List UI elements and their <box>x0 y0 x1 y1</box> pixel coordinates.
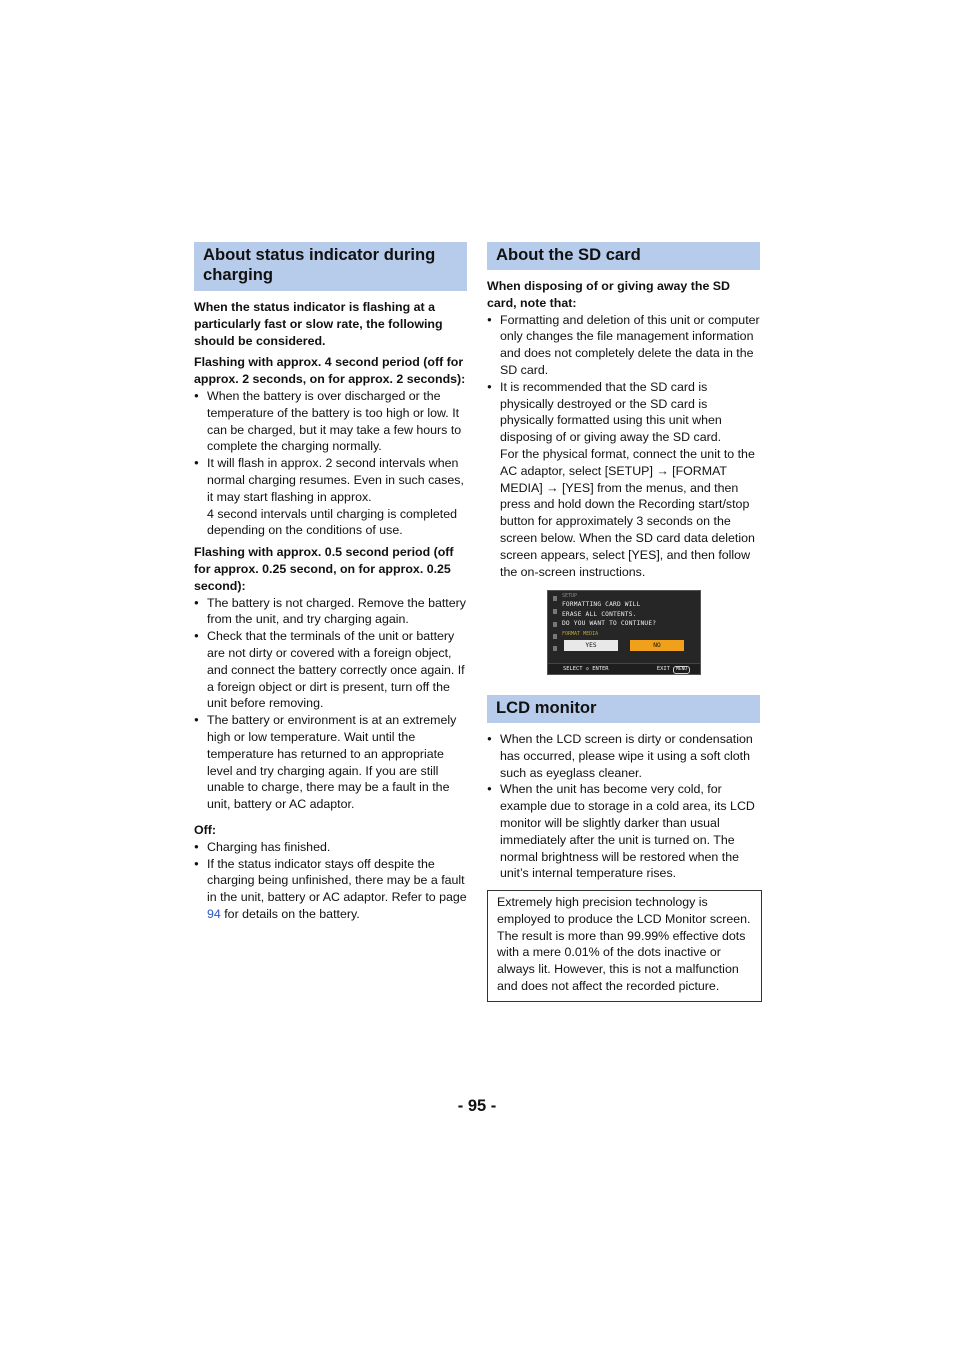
dialog-message: FORMATTING CARD WILL ERASE ALL CONTENTS. DO YOU WANT TO CONTINUE? <box>562 601 657 627</box>
sd-intro: When disposing of or giving away the SD card, note that: <box>487 279 731 310</box>
list-item: ● Charging has finished. <box>194 839 467 856</box>
list-item: ● The battery or environment is at an extremely high or low temperature. Wait until the temperature has returned to an appropriate level and try charging again. If you are still unable to charge, there may be a fault in the unit, battery or AC adaptor. <box>194 712 467 813</box>
intro-text: When the status indicator is flashing at a particularly fast or slow rate, the following should be considered. <box>194 300 443 348</box>
menu-icon <box>553 622 557 627</box>
list-item: ● Formatting and deletion of this unit or computer only changes the file management information and does not completely delete the data in the SD card. <box>487 312 760 379</box>
flash-4s-list <box>194 388 467 539</box>
page-link[interactable]: 94 <box>207 906 221 921</box>
section-heading-lcd-monitor: LCD monitor <box>487 695 760 723</box>
menu-button-icon: MENU <box>673 666 690 674</box>
page-number: - 95 - <box>457 1097 497 1115</box>
off-list <box>194 839 467 923</box>
sd-list <box>487 312 760 581</box>
list-item: ● Check that the terminals of the unit or battery are not dirty or covered with a foreign object, and connect the battery correctly once again. If a foreign object or dirt is present, turn off the unit before removing. <box>194 628 467 712</box>
section-heading-status-indicator: About status indicator during charging <box>194 242 467 291</box>
menu-icon <box>553 596 557 601</box>
format-confirm-screenshot <box>547 590 701 675</box>
section-heading-sd-card: About the SD card <box>487 242 760 270</box>
menu-icon <box>553 609 557 614</box>
footer-exit: EXIT MENU <box>657 665 690 675</box>
list-item: ● When the unit has become very cold, for example due to storage in a cold area, its LCD monitor will be slightly darker than usual immediately after the unit is turned on. The normal brightness will be restored when the unit’s internal temperature rises. <box>487 781 760 882</box>
screen-footer <box>548 663 700 674</box>
list-item: ● When the battery is over discharged or the temperature of the battery is too high or low. It can be charged, but it may take a few hours to complete the charging normally. <box>194 388 467 455</box>
yes-button[interactable]: YES <box>564 640 618 651</box>
list-item: ● When the LCD screen is dirty or condensation has occurred, please wipe it using a soft cloth such as eyeglass cleaner. <box>487 731 760 781</box>
menu-text-setup: SETUP <box>562 593 578 599</box>
list-item: ● It will flash in approx. 2 second intervals when normal charging resumes. Even in such cases, it may start flashing in approx. 4 second intervals until charging is completed depending on the conditions of use. <box>194 455 467 539</box>
no-button[interactable]: NO <box>630 640 684 651</box>
flash-4s-title: Flashing with approx. 4 second period (off for approx. 2 seconds, on for approx. 2 seconds): <box>194 355 466 387</box>
menu-icon <box>553 646 557 651</box>
footer-select-enter: SELECT ◇ ENTER <box>563 666 609 672</box>
left-column <box>194 242 467 923</box>
flash-05s-list <box>194 595 467 813</box>
list-item: ● It is recommended that the SD card is physically destroyed or the SD card is physically formatted using this unit when disposing of or giving away the SD card. For the physical format, connect the unit to the AC adaptor, select [SETUP] → [FORMAT MEDIA] → [YES] from the menus, and then press and hold down the Recording start/stop button for approximately 3 seconds on the screen below. When the SD card data deletion screen appears, select [YES], and then follow the on-screen instructions. <box>487 379 760 581</box>
list-item: ● The battery is not charged. Remove the battery from the unit, and try charging again. <box>194 595 467 629</box>
off-title: Off: <box>194 822 217 837</box>
menu-text-format: FORMAT MEDIA <box>562 631 599 637</box>
flash-05s-title: Flashing with approx. 0.5 second period (off for approx. 0.25 second, on for approx. 0.25 second): <box>194 545 454 593</box>
menu-icon <box>553 634 557 639</box>
note-box: Extremely high precision technology is employed to produce the LCD Monitor screen. The result is more than 99.99% effective dots with a mere 0.01% of the dots inactive or always lit. However, this is not a malfunction and does not affect the recorded picture. <box>487 890 762 1002</box>
lcd-list <box>487 731 760 882</box>
list-item: ● If the status indicator stays off despite the charging being unfinished, there may be a fault in the unit, battery or AC adaptor. Refer to page 94 for details on the battery. <box>194 856 467 923</box>
